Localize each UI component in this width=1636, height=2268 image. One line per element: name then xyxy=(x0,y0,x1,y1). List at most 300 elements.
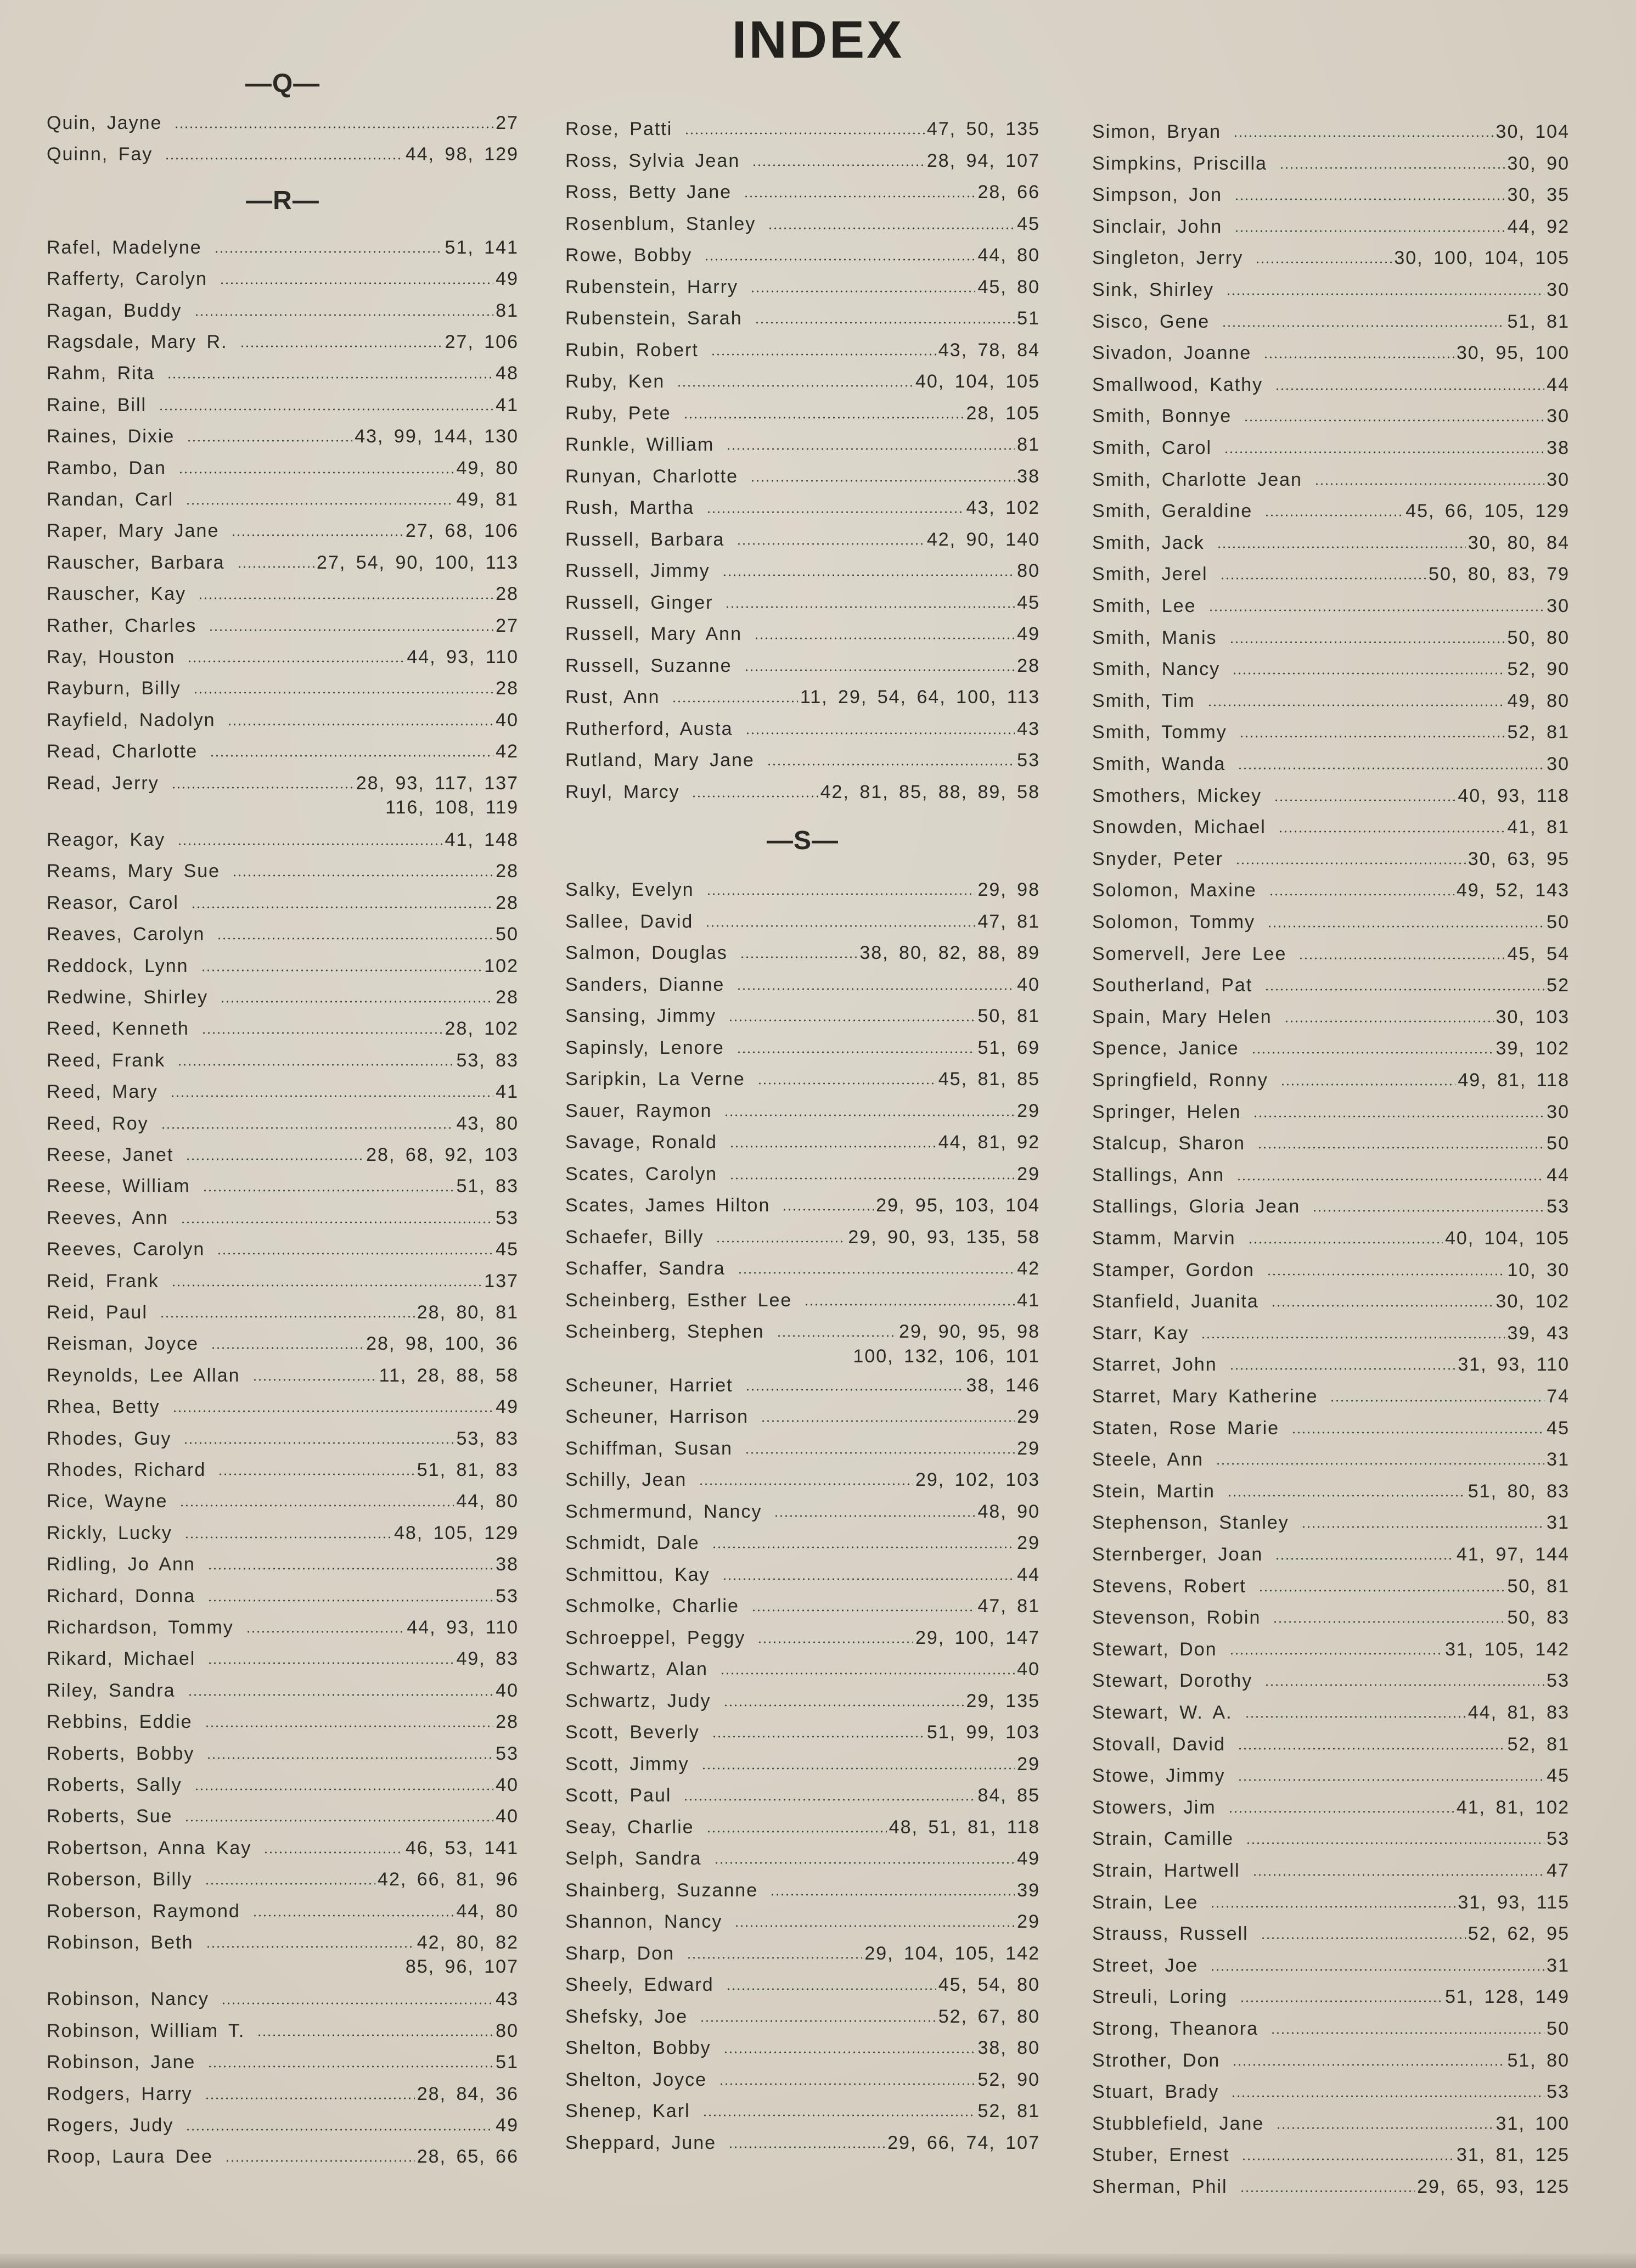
index-entry xyxy=(47,1301,519,1323)
dot-leader xyxy=(209,628,493,632)
entry-pages: 30, 100, 104, 105 xyxy=(1394,248,1570,269)
entry-name: Shelton, Bobby xyxy=(565,2037,711,2058)
entry-name: Reisman, Joyce xyxy=(47,1333,199,1355)
dot-leader xyxy=(207,1599,493,1602)
entry-pages: 49 xyxy=(1017,624,1040,644)
entry-name: Ridling, Jo Ann xyxy=(47,1554,195,1575)
dot-leader xyxy=(754,637,1015,640)
entry-name: Starret, Mary Katherine xyxy=(1092,1386,1318,1407)
entry-name: Rather, Charles xyxy=(47,615,197,636)
index-entry xyxy=(1092,1069,1570,1091)
entry-name: Simon, Bryan xyxy=(1092,121,1222,142)
entry-pages: 44, 81, 92 xyxy=(938,1132,1040,1153)
entry-name: Starret, John xyxy=(1092,1354,1217,1376)
entry-pages: 29, 90, 93, 135, 58 xyxy=(848,1226,1040,1248)
section-letter-heading: —R— xyxy=(246,186,319,215)
entry-name: Scheuner, Harrison xyxy=(565,1406,749,1427)
entry-name: Salky, Evelyn xyxy=(565,879,694,900)
entry-name: Shefsky, Joe xyxy=(565,2006,688,2027)
index-entry xyxy=(47,2083,519,2105)
entry-name: Smith, Wanda xyxy=(1092,754,1226,774)
entry-name: Strong, Theanora xyxy=(1092,2018,1258,2039)
entry-name: Schmidt, Dale xyxy=(565,1532,700,1553)
index-entry xyxy=(1092,437,1570,459)
entry-pages: 44 xyxy=(1547,374,1570,395)
entry-pages: 30, 95, 100 xyxy=(1456,343,1570,364)
dot-leader xyxy=(804,1303,1015,1306)
index-entry xyxy=(1092,500,1570,522)
entry-pages: 28, 84, 36 xyxy=(417,2083,519,2104)
dot-leader xyxy=(181,1221,493,1224)
entry-pages: 28, 68, 92, 103 xyxy=(366,1144,519,1165)
index-entry xyxy=(47,1113,519,1135)
entry-name: Rambo, Dan xyxy=(47,457,166,479)
entry-pages: 41, 148 xyxy=(445,829,519,850)
entry-name: Smith, Jerel xyxy=(1092,564,1208,585)
entry-name: Stephenson, Stanley xyxy=(1092,1512,1289,1534)
entry-name: Stein, Martin xyxy=(1092,1480,1215,1502)
entry-name: Somervell, Jere Lee xyxy=(1092,943,1287,964)
entry-name: Rose, Patti xyxy=(565,119,673,139)
index-entry xyxy=(1092,753,1570,775)
index-entry xyxy=(47,677,519,699)
dot-leader xyxy=(240,345,443,348)
dot-leader xyxy=(724,1114,1015,1117)
index-entry xyxy=(1092,1607,1570,1629)
entry-pages: 40, 104, 105 xyxy=(915,371,1040,392)
dot-leader xyxy=(1238,1747,1505,1750)
index-entry xyxy=(565,1721,1040,1743)
entry-name: Roberts, Bobby xyxy=(47,1743,195,1764)
index-entry xyxy=(1092,1101,1570,1123)
index-entry xyxy=(565,1564,1040,1586)
dot-leader xyxy=(177,843,442,846)
dot-leader xyxy=(1251,1051,1494,1054)
entry-pages: 41, 97, 144 xyxy=(1456,1544,1570,1565)
entry-pages: 43, 99, 144, 130 xyxy=(355,426,519,447)
entry-pages: 28 xyxy=(1017,655,1040,676)
index-entry xyxy=(565,1469,1040,1491)
dot-leader xyxy=(744,669,1015,672)
dot-leader xyxy=(725,605,1015,609)
entry-name: Schmolke, Charlie xyxy=(565,1596,739,1616)
entry-name: Schwartz, Judy xyxy=(565,1690,711,1711)
index-entry xyxy=(1092,2018,1570,2040)
entry-name: Smith, Carol xyxy=(1092,437,1212,458)
index-entry xyxy=(47,394,519,416)
entry-pages: 42 xyxy=(1017,1258,1040,1279)
dot-leader xyxy=(184,1536,392,1539)
dot-leader xyxy=(1246,1842,1544,1845)
dot-leader xyxy=(225,2159,415,2163)
index-entry xyxy=(565,1438,1040,1459)
entry-name: Schmermund, Nancy xyxy=(565,1501,762,1522)
dot-leader xyxy=(1264,1683,1544,1687)
entry-name: Reed, Frank xyxy=(47,1049,166,1071)
entry-name: Smith, Geraldine xyxy=(1092,501,1253,522)
dot-leader xyxy=(178,471,454,474)
index-entry xyxy=(565,402,1040,424)
index-entry xyxy=(565,276,1040,298)
index-entry xyxy=(565,150,1040,172)
dot-leader xyxy=(1208,609,1545,612)
entry-name: Reaves, Carolyn xyxy=(47,924,205,945)
entry-pages: 45 xyxy=(1547,1417,1570,1439)
index-entry xyxy=(1092,279,1570,301)
dot-leader xyxy=(185,2128,493,2131)
index-entry xyxy=(565,1289,1040,1311)
dot-leader xyxy=(716,1240,846,1243)
dot-leader xyxy=(1253,1115,1544,1118)
index-entry xyxy=(1092,721,1570,743)
index-entry xyxy=(1092,658,1570,680)
entry-name: Roberson, Billy xyxy=(47,1869,193,1890)
entry-name: Reid, Paul xyxy=(47,1302,148,1323)
dot-leader xyxy=(1273,1620,1505,1624)
index-entry xyxy=(47,1333,519,1355)
entry-name: Shelton, Joyce xyxy=(565,2069,707,2090)
dot-leader xyxy=(726,1988,936,1991)
dot-leader xyxy=(751,1609,976,1612)
entry-pages: 44 xyxy=(1547,1164,1570,1186)
entry-pages: 11, 28, 88, 58 xyxy=(379,1365,519,1386)
dot-leader xyxy=(745,1388,964,1391)
entry-pages: 45, 66, 105, 129 xyxy=(1406,501,1570,522)
dot-leader xyxy=(745,1451,1015,1455)
entry-name: Smith, Tommy xyxy=(1092,722,1227,743)
index-entry xyxy=(1092,943,1570,965)
index-entry xyxy=(565,1753,1040,1775)
index-entry xyxy=(47,2020,519,2042)
entry-name: Scott, Jimmy xyxy=(565,1753,689,1775)
entry-name: Smith, Lee xyxy=(1092,596,1196,616)
entry-pages: 31, 81, 125 xyxy=(1456,2145,1570,2166)
index-entry xyxy=(1092,563,1570,585)
dot-leader xyxy=(1264,988,1544,991)
index-entry xyxy=(1092,532,1570,554)
entry-pages: 38 xyxy=(1547,437,1570,458)
index-entry xyxy=(1092,1512,1570,1534)
entry-pages: 50, 80, 83, 79 xyxy=(1429,564,1570,585)
entry-name: Shainberg, Suzanne xyxy=(565,1879,758,1901)
index-entry xyxy=(47,1837,519,1859)
dot-leader xyxy=(198,597,493,600)
dot-leader xyxy=(704,258,975,261)
section-letter-heading: —S— xyxy=(766,826,839,855)
entry-pages: 30, 80, 84 xyxy=(1468,532,1570,553)
entry-pages: 31 xyxy=(1547,1449,1570,1470)
index-entry xyxy=(565,1501,1040,1523)
entry-pages: 41, 81 xyxy=(1507,817,1570,838)
dot-leader xyxy=(1210,1968,1544,1972)
dot-leader xyxy=(177,1063,454,1066)
entry-name: Streuli, Loring xyxy=(1092,1986,1228,2008)
dot-leader xyxy=(687,1956,862,1960)
entry-pages: 49, 83 xyxy=(456,1648,519,1670)
index-entry xyxy=(47,489,519,510)
entry-name: Simpkins, Priscilla xyxy=(1092,153,1267,174)
index-entry xyxy=(47,1490,519,1512)
index-entry xyxy=(565,1163,1040,1185)
entry-pages: 45 xyxy=(1017,213,1040,234)
entry-name: Smith, Bonnye xyxy=(1092,406,1232,427)
index-entry xyxy=(565,1068,1040,1090)
index-entry xyxy=(47,300,519,322)
dot-leader xyxy=(702,2114,976,2117)
entry-name: Stovall, David xyxy=(1092,1733,1225,1755)
entry-pages: 51, 81 xyxy=(1507,311,1570,332)
entry-pages: 40 xyxy=(496,1775,519,1795)
entry-name: Scheuner, Harriet xyxy=(565,1374,733,1396)
entry-name: Steele, Ann xyxy=(1092,1449,1204,1470)
dot-leader xyxy=(750,290,975,293)
entry-pages: 51, 80 xyxy=(1507,2050,1570,2071)
entry-name: Ruby, Ken xyxy=(565,371,665,392)
entry-pages: 51 xyxy=(1017,308,1040,329)
entry-pages: 51 xyxy=(496,2052,519,2073)
entry-pages: 43 xyxy=(1017,718,1040,739)
index-entry xyxy=(565,2100,1040,2122)
dot-leader xyxy=(774,1514,975,1518)
dot-leader xyxy=(1301,1525,1544,1529)
entry-name: Salmon, Douglas xyxy=(565,942,728,963)
entry-pages: 53, 83 xyxy=(456,1428,519,1449)
dot-leader xyxy=(706,510,964,514)
entry-name: Russell, Jimmy xyxy=(565,560,710,581)
dot-leader xyxy=(220,282,493,285)
index-entry xyxy=(47,268,519,290)
entry-pages: 29, 102, 103 xyxy=(915,1469,1040,1490)
index-entry xyxy=(47,1616,519,1638)
entry-pages: 29 xyxy=(1017,1163,1040,1184)
index-entry xyxy=(47,892,519,914)
dot-leader xyxy=(737,1051,976,1054)
entry-pages: 49 xyxy=(496,2115,519,2136)
entry-name: Runkle, William xyxy=(565,434,715,455)
entry-name: Strother, Don xyxy=(1092,2050,1221,2071)
entry-name: Reese, Janet xyxy=(47,1144,174,1165)
dot-leader xyxy=(174,126,493,129)
entry-pages: 49, 81, 118 xyxy=(1458,1070,1570,1091)
dot-leader xyxy=(201,1031,443,1035)
index-entry xyxy=(47,331,519,353)
dot-leader xyxy=(1234,198,1505,201)
dot-leader xyxy=(1231,2095,1544,2098)
entry-name: Scates, Carolyn xyxy=(565,1163,717,1184)
entry-pages: 30 xyxy=(1547,279,1570,300)
entry-pages: 28 xyxy=(496,678,519,699)
index-entry xyxy=(47,1270,519,1292)
index-entry xyxy=(565,2037,1040,2059)
entry-pages: 39, 43 xyxy=(1507,1322,1570,1344)
entry-pages: 28, 65, 66 xyxy=(417,2146,519,2168)
index-entry xyxy=(1092,2144,1570,2166)
entry-name: Schaefer, Billy xyxy=(565,1226,704,1248)
entry-name: Stevenson, Robin xyxy=(1092,1607,1261,1629)
entry-pages: 28 xyxy=(496,583,519,605)
dot-leader xyxy=(706,892,976,896)
index-entry xyxy=(47,520,519,542)
index-entry xyxy=(47,2114,519,2136)
entry-name: Rubenstein, Harry xyxy=(565,276,739,297)
index-entry xyxy=(565,560,1040,582)
index-entry xyxy=(1092,311,1570,333)
dot-leader xyxy=(237,565,315,569)
entry-name: Rhea, Betty xyxy=(47,1396,160,1418)
index-entry xyxy=(1092,1259,1570,1281)
entry-name: Snowden, Michael xyxy=(1092,817,1266,838)
entry-pages: 49, 52, 143 xyxy=(1456,880,1570,901)
dot-leader xyxy=(728,1019,976,1022)
entry-name: Snyder, Peter xyxy=(1092,848,1224,869)
index-entry xyxy=(1092,1006,1570,1028)
dot-leader xyxy=(172,1410,494,1413)
index-entry xyxy=(1092,879,1570,901)
entry-name: Stevens, Robert xyxy=(1092,1575,1246,1597)
index-entry xyxy=(1092,2176,1570,2198)
dot-leader xyxy=(1258,1589,1505,1592)
entry-pages: 30, 104 xyxy=(1496,121,1570,142)
entry-name: Schroeppel, Peggy xyxy=(565,1627,746,1648)
entry-name: Strauss, Russell xyxy=(1092,1923,1249,1945)
index-entry xyxy=(1092,1702,1570,1724)
entry-pages: 41, 81, 102 xyxy=(1456,1797,1570,1818)
entry-name: Reid, Frank xyxy=(47,1270,159,1292)
entry-name: Rauscher, Kay xyxy=(47,583,187,605)
entry-pages: 137 xyxy=(484,1270,519,1292)
dot-leader xyxy=(1267,925,1544,928)
entry-name: Simpson, Jon xyxy=(1092,184,1222,206)
index-entry xyxy=(565,1784,1040,1806)
entry-name: Sheppard, June xyxy=(565,2132,717,2153)
dot-leader xyxy=(171,786,354,789)
entry-pages: 43 xyxy=(496,1989,519,2010)
dot-leader xyxy=(1216,1462,1544,1466)
entry-name: Schaffer, Sandra xyxy=(565,1258,726,1279)
entry-name: Spence, Janice xyxy=(1092,1038,1239,1059)
entry-name: Raine, Bill xyxy=(47,394,147,416)
entry-name: Strain, Lee xyxy=(1092,1891,1199,1913)
entry-pages: 53 xyxy=(496,1585,519,1607)
entry-pages: 44, 92 xyxy=(1507,216,1570,237)
index-entry xyxy=(565,1100,1040,1122)
index-entry xyxy=(47,740,519,762)
index-entry xyxy=(47,1365,519,1386)
entry-name: Reams, Mary Sue xyxy=(47,861,221,882)
dot-leader xyxy=(777,1334,897,1338)
entry-pages: 45 xyxy=(1547,1765,1570,1787)
index-entry xyxy=(47,1459,519,1481)
entry-pages: 29, 100, 147 xyxy=(915,1627,1040,1648)
entry-name: Schmittou, Kay xyxy=(565,1564,710,1585)
dot-leader xyxy=(761,1419,1015,1423)
dot-leader xyxy=(712,1735,925,1738)
entry-pages: 53 xyxy=(496,1207,519,1228)
index-entry xyxy=(1092,247,1570,269)
entry-pages: 53 xyxy=(1547,1196,1570,1217)
dot-leader xyxy=(1217,546,1466,549)
index-entry xyxy=(47,923,519,945)
index-entry xyxy=(47,1144,519,1166)
index-entry xyxy=(47,112,519,134)
dot-leader xyxy=(723,2051,976,2054)
entry-pages: 41 xyxy=(1017,1289,1040,1311)
page-bottom-edge xyxy=(0,2254,1636,2268)
entry-pages: 53 xyxy=(496,1743,519,1764)
index-entry xyxy=(1092,1955,1570,1977)
index-entry xyxy=(47,646,519,668)
index-entry xyxy=(47,1711,519,1733)
dot-leader xyxy=(1232,672,1505,675)
entry-pages: 29 xyxy=(1017,1753,1040,1775)
entry-name: Robinson, William T. xyxy=(47,2020,245,2041)
entry-name: Sheely, Edward xyxy=(565,1974,714,1995)
entry-name: Stewart, W. A. xyxy=(1092,1702,1233,1723)
entry-pages: 40, 93, 118 xyxy=(1458,785,1570,806)
entry-name: Schiffman, Susan xyxy=(565,1438,733,1459)
index-entry xyxy=(47,955,519,977)
entry-name: Rafel, Madelyne xyxy=(47,237,202,258)
entry-name: Reed, Kenneth xyxy=(47,1018,189,1040)
entry-name: Stuart, Brady xyxy=(1092,2081,1219,2103)
dot-leader xyxy=(246,1630,405,1633)
entry-name: Rice, Wayne xyxy=(47,1491,168,1512)
dot-leader xyxy=(723,1704,964,1707)
entry-pages: 31 xyxy=(1547,1955,1570,1976)
entry-pages: 81 xyxy=(1017,434,1040,455)
index-entry xyxy=(1092,816,1570,838)
entry-name: Rutherford, Austa xyxy=(565,718,733,739)
entry-name: Reese, William xyxy=(47,1176,190,1197)
entry-pages: 31, 93, 110 xyxy=(1458,1354,1570,1376)
entry-pages: 52, 90 xyxy=(977,2069,1040,2090)
entry-pages: 41 xyxy=(496,1081,519,1103)
dot-leader xyxy=(768,227,1015,230)
entry-name: Spain, Mary Helen xyxy=(1092,1006,1272,1028)
entry-name: Rust, Ann xyxy=(565,687,660,708)
dot-leader xyxy=(1312,1209,1544,1212)
entry-pages: 44, 93, 110 xyxy=(407,647,519,667)
entry-name: Stuber, Ernest xyxy=(1092,2145,1230,2166)
entry-name: Rayburn, Billy xyxy=(47,678,181,699)
dot-leader xyxy=(755,321,1015,324)
dot-leader xyxy=(1229,641,1505,644)
entry-pages: 50, 80 xyxy=(1507,627,1570,648)
entry-name: Rubenstein, Sarah xyxy=(565,308,743,329)
dot-leader xyxy=(167,376,493,379)
index-entry xyxy=(1092,1828,1570,1850)
entry-name: Sapinsly, Lenore xyxy=(565,1037,724,1058)
entry-pages: 51, 99, 103 xyxy=(926,1722,1040,1743)
dot-leader xyxy=(188,1693,494,1697)
index-entry xyxy=(1092,2081,1570,2103)
index-entry xyxy=(1092,2050,1570,2071)
entry-name: Roberts, Sally xyxy=(47,1775,182,1795)
index-entry xyxy=(47,552,519,574)
dot-leader xyxy=(752,164,925,167)
index-entry xyxy=(565,1194,1040,1216)
index-entry xyxy=(565,1257,1040,1279)
index-entry xyxy=(47,986,519,1008)
entry-pages: 50 xyxy=(1547,2018,1570,2039)
entry-name: Sallee, David xyxy=(565,911,694,932)
entry-name: Ross, Sylvia Jean xyxy=(565,150,740,171)
entry-pages: 44, 80 xyxy=(977,245,1040,266)
index-entry xyxy=(47,583,519,605)
dot-leader xyxy=(214,250,443,254)
dot-leader xyxy=(740,956,857,959)
entry-pages: 29, 104, 105, 142 xyxy=(864,1943,1040,1964)
